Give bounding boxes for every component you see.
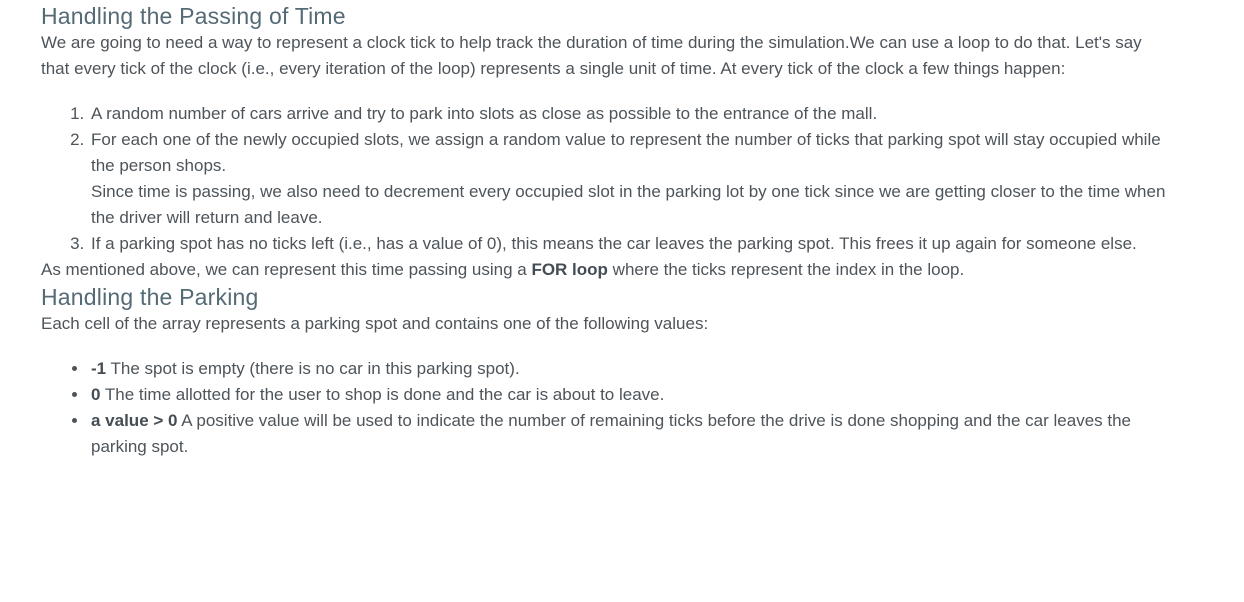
section-heading-passing-of-time: Handling the Passing of Time xyxy=(41,3,346,29)
list-item-value-zero: • 0 The time allotted for the user to shop is done and the car is about to leave. xyxy=(89,382,1174,408)
paragraph-parking-intro: Each cell of the array represents a parking spot and contains one of the following values: xyxy=(41,314,709,333)
step-1-text: 1. A random number of cars arrive and try to park into slots as close as possible to the entrance of the mall. xyxy=(91,104,878,123)
list-item-value-minus-one: • -1 The spot is empty (there is no car in this parking spot). xyxy=(89,356,1174,382)
paragraph-time-intro: We are going to need a way to represent a clock tick to help track the duration of time during the simulation.We can use a loop to do that. Let's say that every tick of the clock (i.e., every iteration of the loop) represents a single unit of time. At every tick of the clock a few things happen: xyxy=(41,33,1142,78)
list-item-value-positive: • a value > 0 A positive value will be used to indicate the number of remaining ticks before the drive is done shopping and the car leaves the parking spot. xyxy=(89,408,1174,460)
bullet-list-cell-values xyxy=(41,356,1174,460)
step-3-text: 3. If a parking spot has no ticks left (i.e., has a value of 0), this means the car leaves the parking spot. This frees it up again for someone else. xyxy=(91,234,1137,253)
step-2-text: 2. For each one of the newly occupied slots, we assign a random value to represent the number of ticks that parking spot will stay occupied while the person shops. xyxy=(91,130,1161,175)
list-item-step-3 xyxy=(89,231,1174,257)
list-item-step-2 xyxy=(89,127,1174,231)
paragraph-for-loop: As mentioned above, we can represent this time passing using a FOR loop where the ticks represent the index in the loop. xyxy=(41,260,965,279)
list-item-step-1 xyxy=(89,101,1174,127)
numbered-list-clock-tick-steps xyxy=(41,101,1174,257)
step-2-text-2: Since time is passing, we also need to decrement every occupied slot in the parking lot by one tick since we are getting closer to the time when the driver will return and leave. xyxy=(91,182,1166,227)
section-heading-parking: Handling the Parking xyxy=(41,284,259,310)
